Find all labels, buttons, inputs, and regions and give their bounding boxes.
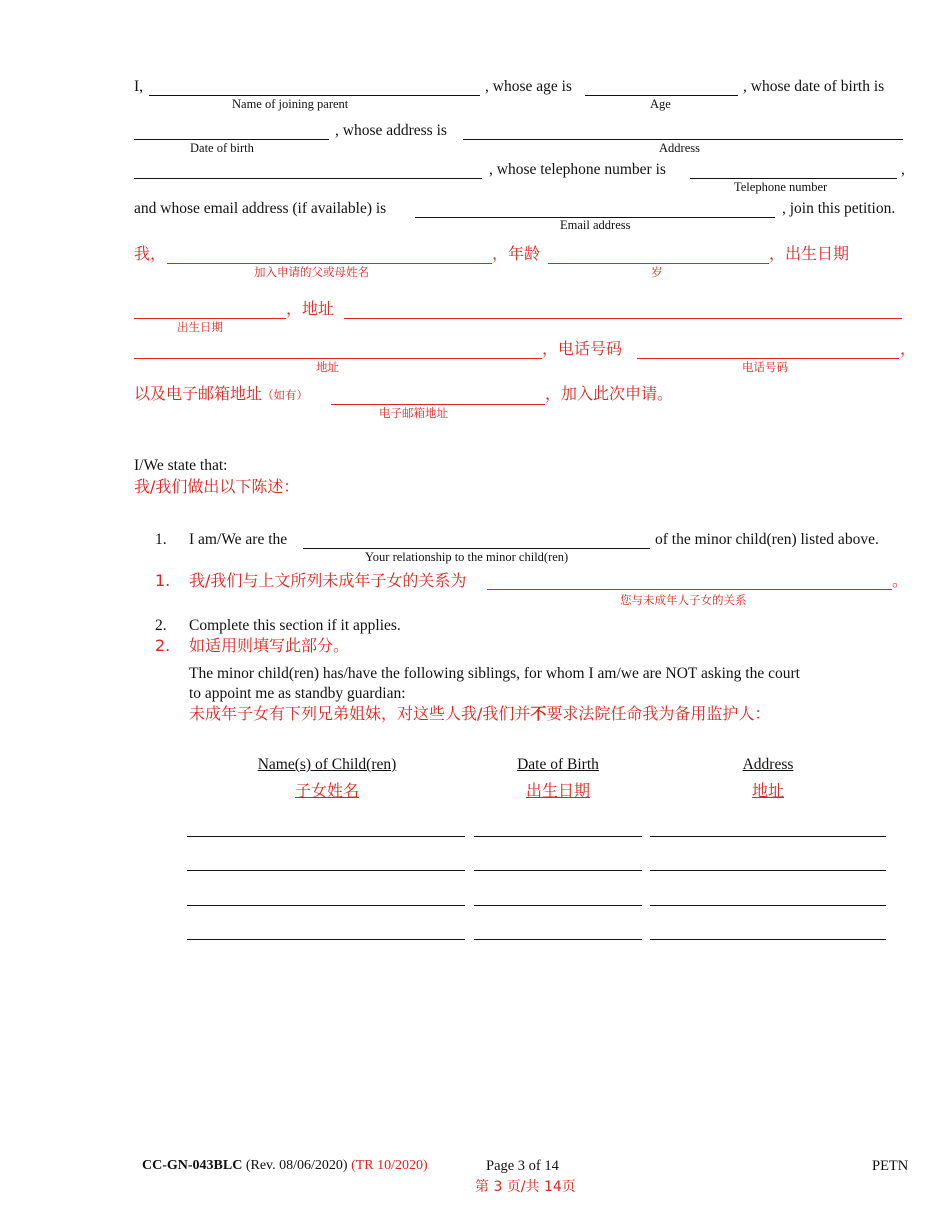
footer-page-number-zh: 第 3 页/共 14页 (475, 1179, 576, 1195)
joining-i-label: I, (134, 78, 144, 95)
item1-text-post: of the minor child(ren) listed above. (655, 531, 879, 548)
zh-caption-relationship: 您与未成年人子女的关系 (620, 593, 747, 607)
caption-relationship: Your relationship to the minor child(ren) (365, 550, 569, 564)
zh-caption-name: 加入申请的父或母姓名 (254, 265, 369, 279)
relationship-field[interactable] (303, 548, 650, 549)
joining-parent-name-field[interactable] (149, 95, 480, 96)
zh-caption-email: 电子邮箱地址 (379, 406, 448, 420)
item1-text-pre: I am/We are the (189, 531, 288, 548)
caption-email-address: Email address (560, 218, 631, 232)
item1-number: 1. (155, 531, 167, 548)
sibling-address-field-4[interactable] (650, 939, 886, 940)
column-header-address-en: Address (742, 756, 794, 773)
item1-period-zh: 。 (892, 571, 909, 590)
whose-age-label: , whose age is (485, 78, 572, 95)
zh-phone-comma: ， (900, 339, 917, 358)
column-header-address (650, 756, 886, 801)
caption-date-of-birth: Date of birth (190, 141, 254, 155)
whose-phone-label: , whose telephone number is (489, 161, 666, 178)
siblings-text-line2: to appoint me as standby guardian: (189, 685, 406, 702)
zh-joining-parent-name-field[interactable] (167, 263, 492, 264)
zh-phone-label: ，电话号码 (542, 339, 623, 358)
zh-caption-phone: 电话号码 (742, 360, 788, 374)
zh-address-field-line2[interactable] (134, 358, 542, 359)
zh-address-label: ，地址 (286, 299, 335, 318)
column-header-dob-zh: 出生日期 (525, 781, 590, 800)
sibling-address-field-3[interactable] (650, 905, 886, 906)
sibling-name-field-2[interactable] (187, 870, 465, 871)
sibling-dob-field-2[interactable] (474, 870, 642, 871)
column-header-address-zh: 地址 (751, 781, 784, 800)
column-header-name-zh: 子女姓名 (294, 781, 359, 800)
siblings-text-line1: The minor child(ren) has/have the following siblings, for whom I am/we are NOT asking the court (189, 665, 800, 682)
zh-caption-address: 地址 (316, 360, 339, 374)
zh-i-label: 我， (134, 244, 167, 263)
sibling-name-field-3[interactable] (187, 905, 465, 906)
item1-text-zh: 我/我们与上文所列未成年子女的关系为 (189, 571, 467, 590)
item2-number-zh: 2. (155, 636, 171, 655)
siblings-text-zh: 未成年子女有下列兄弟姐妹，对这些人我/我们并不要求法院任命我为备用监护人： (189, 704, 771, 723)
age-field[interactable] (585, 95, 738, 96)
sibling-address-field-2[interactable] (650, 870, 886, 871)
sibling-dob-field-4[interactable] (474, 939, 642, 940)
join-petition-label: , join this petition. (782, 200, 896, 217)
caption-address: Address (659, 141, 700, 155)
zh-email-field[interactable] (331, 404, 545, 405)
column-header-name (187, 756, 467, 801)
footer-form-code: PETN (872, 1158, 909, 1174)
footer-form-id: CC-GN-043BLC (Rev. 08/06/2020) (TR 10/2020) (142, 1158, 428, 1173)
zh-age-field[interactable] (548, 263, 769, 264)
zh-relationship-field[interactable] (487, 589, 892, 590)
zh-caption-dob: 出生日期 (177, 320, 223, 334)
item2-text-zh: 如适用则填写此部分。 (189, 636, 350, 655)
statement-heading-zh: 我/我们做出以下陈述： (134, 477, 300, 496)
whose-dob-label: , whose date of birth is (743, 78, 885, 95)
sibling-dob-field-3[interactable] (474, 905, 642, 906)
item2-number: 2. (155, 617, 167, 634)
column-header-name-en: Name(s) of Child(ren) (257, 756, 397, 773)
whose-address-label: , whose address is (335, 122, 447, 139)
caption-name-of-joining-parent: Name of joining parent (232, 97, 349, 111)
telephone-field[interactable] (690, 178, 897, 179)
phone-comma: , (901, 161, 905, 178)
sibling-dob-field-1[interactable] (474, 836, 642, 837)
email-intro-label: and whose email address (if available) is (134, 200, 387, 217)
address-field-line1[interactable] (463, 139, 903, 140)
zh-telephone-field[interactable] (637, 358, 899, 359)
caption-age: Age (650, 97, 671, 111)
address-field-line2[interactable] (134, 178, 482, 179)
statement-heading: I/We state that: (134, 457, 228, 474)
column-header-dob-en: Date of Birth (517, 756, 599, 773)
zh-caption-age: 岁 (651, 265, 663, 279)
zh-date-of-birth-field[interactable] (134, 318, 286, 319)
zh-address-field-line1[interactable] (344, 318, 902, 319)
date-of-birth-field[interactable] (134, 139, 329, 140)
caption-telephone-number: Telephone number (734, 180, 828, 194)
footer-page-number: Page 3 of 14 (486, 1158, 559, 1174)
sibling-name-field-4[interactable] (187, 939, 465, 940)
zh-email-intro-label: 以及电子邮箱地址（如有） (134, 384, 309, 403)
zh-age-label: ，年龄 (492, 244, 541, 263)
sibling-address-field-1[interactable] (650, 836, 886, 837)
zh-dob-label: ，出生日期 (769, 244, 850, 263)
column-header-dob (474, 756, 642, 801)
item1-number-zh: 1. (155, 571, 171, 590)
zh-join-label: ，加入此次申请。 (545, 384, 674, 403)
sibling-name-field-1[interactable] (187, 836, 465, 837)
item2-text: Complete this section if it applies. (189, 617, 401, 634)
